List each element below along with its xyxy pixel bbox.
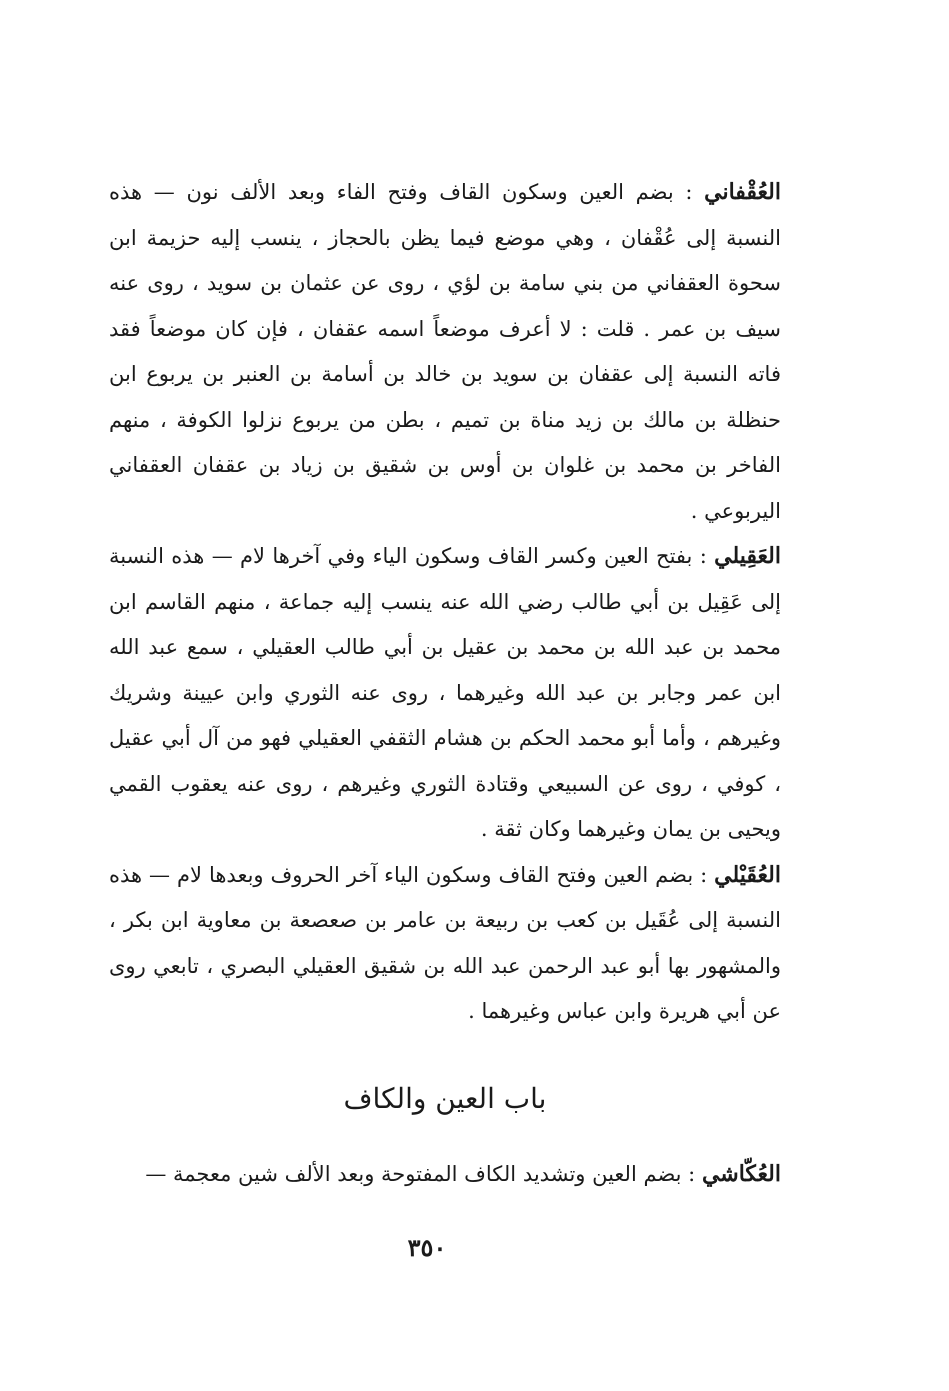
entry-ukkashi — [109, 1152, 781, 1198]
entry-aqili — [109, 534, 781, 853]
entry-term: العُقَيْلي — [714, 861, 781, 888]
entry-term: العُكّاشي — [701, 1160, 781, 1187]
entry-text: : بفتح العين وكسر القاف وسكون الياء وفي آخرها لام — هذه النسبة إلى عَقِيل بن أبي طالب رضي الله عنه ينسب إليه جماعة ، منهم القاسم ابن محمد بن عبد الله بن محمد بن عقيل بن أبي طالب العقيلي ، سمع عبد الله ابن عمر وجابر بن عبد الله وغيرهما ، روى عنه الثوري وابن عيينة وشريك وغيرهم ، وأما أبو محمد الحكم بن هشام الثقفي العقيلي فهو من آل أبي عقيل ، كوفي ، روى عن السبيعي وقتادة الثوري وغيرهم ، روى عنه يعقوب القمي ويحيى بن يمان وغيرهما وكان ثقة . — [109, 544, 781, 841]
entry-paragraph — [109, 1152, 781, 1198]
entry-term: العُقْفاني — [704, 179, 781, 205]
entry-text: : بضم العين وتشديد الكاف المفتوحة وبعد الألف شين معجمة — — [145, 1161, 696, 1186]
entry-uqfani — [109, 170, 781, 534]
entry-paragraph — [109, 170, 781, 534]
entry-uqayli — [109, 853, 781, 1035]
entry-text: : بضم العين وسكون القاف وفتح الفاء وبعد الألف نون — هذه النسبة إلى عُقْفان ، وهي موضع فيما يظن بالحجاز ، ينسب إليه حزيمة ابن سحوة العقفاني من بني سامة بن لؤي ، روى عن عثمان بن سويد ، روى عنه سيف بن عمر . قلت : لا أعرف موضعاً اسمه عقفان ، فإن كان موضعاً فقد فاته النسبة إلى عقفان بن سويد بن خالد بن أسامة بن العنبر بن يربوع ابن حنظلة بن مالك بن زيد مناة بن تميم ، بطن من يربوع نزلوا الكوفة ، منهم الفاخر بن محمد بن غلوان بن أوس بن شقيق بن زياد بن عقفان العقفاني اليربوعي . — [109, 180, 781, 523]
page-number: ٣٥٠ — [407, 1233, 447, 1262]
entry-paragraph — [109, 853, 781, 1035]
entry-paragraph — [109, 534, 781, 853]
page-body — [109, 170, 781, 1197]
section-heading: باب العين والكاف — [343, 1081, 547, 1115]
entry-text: : بضم العين وفتح القاف وسكون الياء آخر الحروف وبعدها لام — هذه النسبة إلى عُقَيل بن كعب بن ربيعة بن عامر بن صعصعة بن معاوية ابن بكر ، والمشهور بها أبو عبد الرحمن عبد الله بن شقيق العقيلي البصري ، تابعي روى عن أبي هريرة وابن عباس وغيرهما . — [109, 862, 781, 1023]
entry-term: العَقِيلي — [714, 543, 781, 569]
